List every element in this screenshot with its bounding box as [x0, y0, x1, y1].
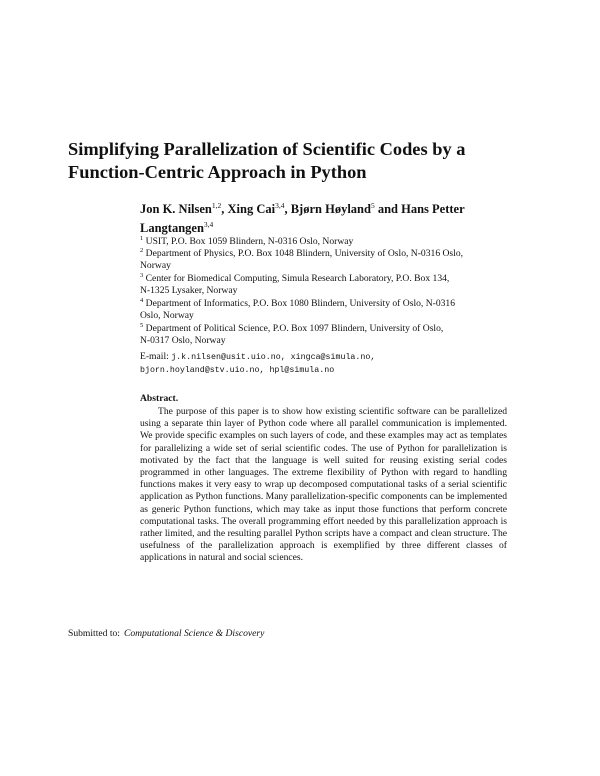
email-addresses-2: bjorn.hoyland@stv.uio.no, hpl@simula.no — [140, 366, 335, 376]
author-name: Hans Petter Langtangen — [140, 202, 465, 236]
affiliation-text-cont: N-0317 Oslo, Norway — [140, 335, 226, 347]
affiliation-5 — [140, 320, 540, 348]
affiliation-text: USIT, P.O. Box 1059 Blindern, N-0316 Oslo, Norway — [145, 236, 354, 248]
email-block — [140, 351, 540, 378]
paper-title — [68, 138, 538, 184]
author-name: Jon K. Nilsen — [140, 202, 212, 217]
submitted-journal: Computational Science & Discovery — [123, 628, 265, 639]
affiliation-text-cont: Norway — [140, 260, 171, 272]
author-list — [140, 198, 540, 236]
abstract-heading: Abstract. — [140, 393, 179, 404]
affiliation-2 — [140, 245, 540, 273]
affiliation-number: 2 — [140, 247, 144, 254]
affiliation-3 — [140, 270, 540, 298]
email-label: E-mail: — [140, 351, 169, 362]
abstract-body: The purpose of this paper is to show how existing scientific software can be parallelized using a separate thin layer of Python code where all parallel communication is implemented. We provide specific examples on such layers of code, and these examples may act as templates for parallelizing a wide set of serial scientific codes. The use of Python for parallelization is motivated by the fact that the language is well suited for reusing existing serial codes programmed in other languages. The extreme flexibility of Python with regard to handling functions makes it very easy to wrap up decomposed computational tasks of a serial scientific application as Python functions. Many parallelization-specific components can be implemented as generic Python functions, which may take as input those functions that perform concrete computational tasks. The overall programming effort needed by this parallelization approach is rather limited, and the resulting parallel Python scripts have a compact and clean structure. The usefulness of the parallelization approach is exemplified by three different classes of applications in natural and social sciences. — [140, 406, 507, 564]
author-name: Bjørn Høyland — [290, 202, 371, 217]
author-separator: and — [374, 202, 402, 217]
affiliation-text-cont: Oslo, Norway — [140, 310, 194, 322]
author-affil-sup: 3,4 — [275, 201, 285, 210]
author-name: Xing Cai — [227, 202, 276, 217]
author-affil-sup: 5 — [370, 201, 375, 210]
title-line-2: Function-Centric Approach in Python — [68, 162, 367, 182]
author-affil-sup: 3,4 — [203, 220, 214, 230]
submitted-note — [68, 628, 528, 639]
affiliation-text: Department of Physics, P.O. Box 1048 Blindern, University of Oslo, N-0316 Oslo, — [145, 248, 464, 260]
affiliation-4 — [140, 295, 540, 323]
affiliation-text-cont: N-1325 Lysaker, Norway — [140, 285, 238, 297]
title-line-1: Simplifying Parallelization of Scientific Codes by a — [68, 139, 466, 159]
affiliation-number: 1 — [140, 235, 144, 242]
affiliation-text: Department of Political Science, P.O. Box 1097 Blindern, University of Oslo, — [145, 323, 444, 335]
arxiv-stamp — [6, 180, 46, 540]
email-addresses-1: j.k.nilsen@usit.uio.no, xingca@simula.no, — [171, 353, 376, 362]
affiliation-number: 5 — [140, 322, 144, 329]
arxiv-stamp-svg — [6, 180, 46, 540]
affiliation-number: 4 — [140, 297, 144, 304]
author-separator: , — [221, 202, 228, 217]
author-affil-sup: 1,2 — [211, 201, 222, 210]
affiliation-text: Department of Informatics, P.O. Box 1080 Blindern, University of Oslo, N-0316 — [145, 298, 456, 310]
affiliation-number: 3 — [140, 272, 144, 279]
affiliation-text: Center for Biomedical Computing, Simula Research Laboratory, P.O. Box 134, — [145, 273, 450, 285]
submitted-label: Submitted to: — [68, 628, 120, 639]
author-separator: , — [284, 202, 291, 217]
